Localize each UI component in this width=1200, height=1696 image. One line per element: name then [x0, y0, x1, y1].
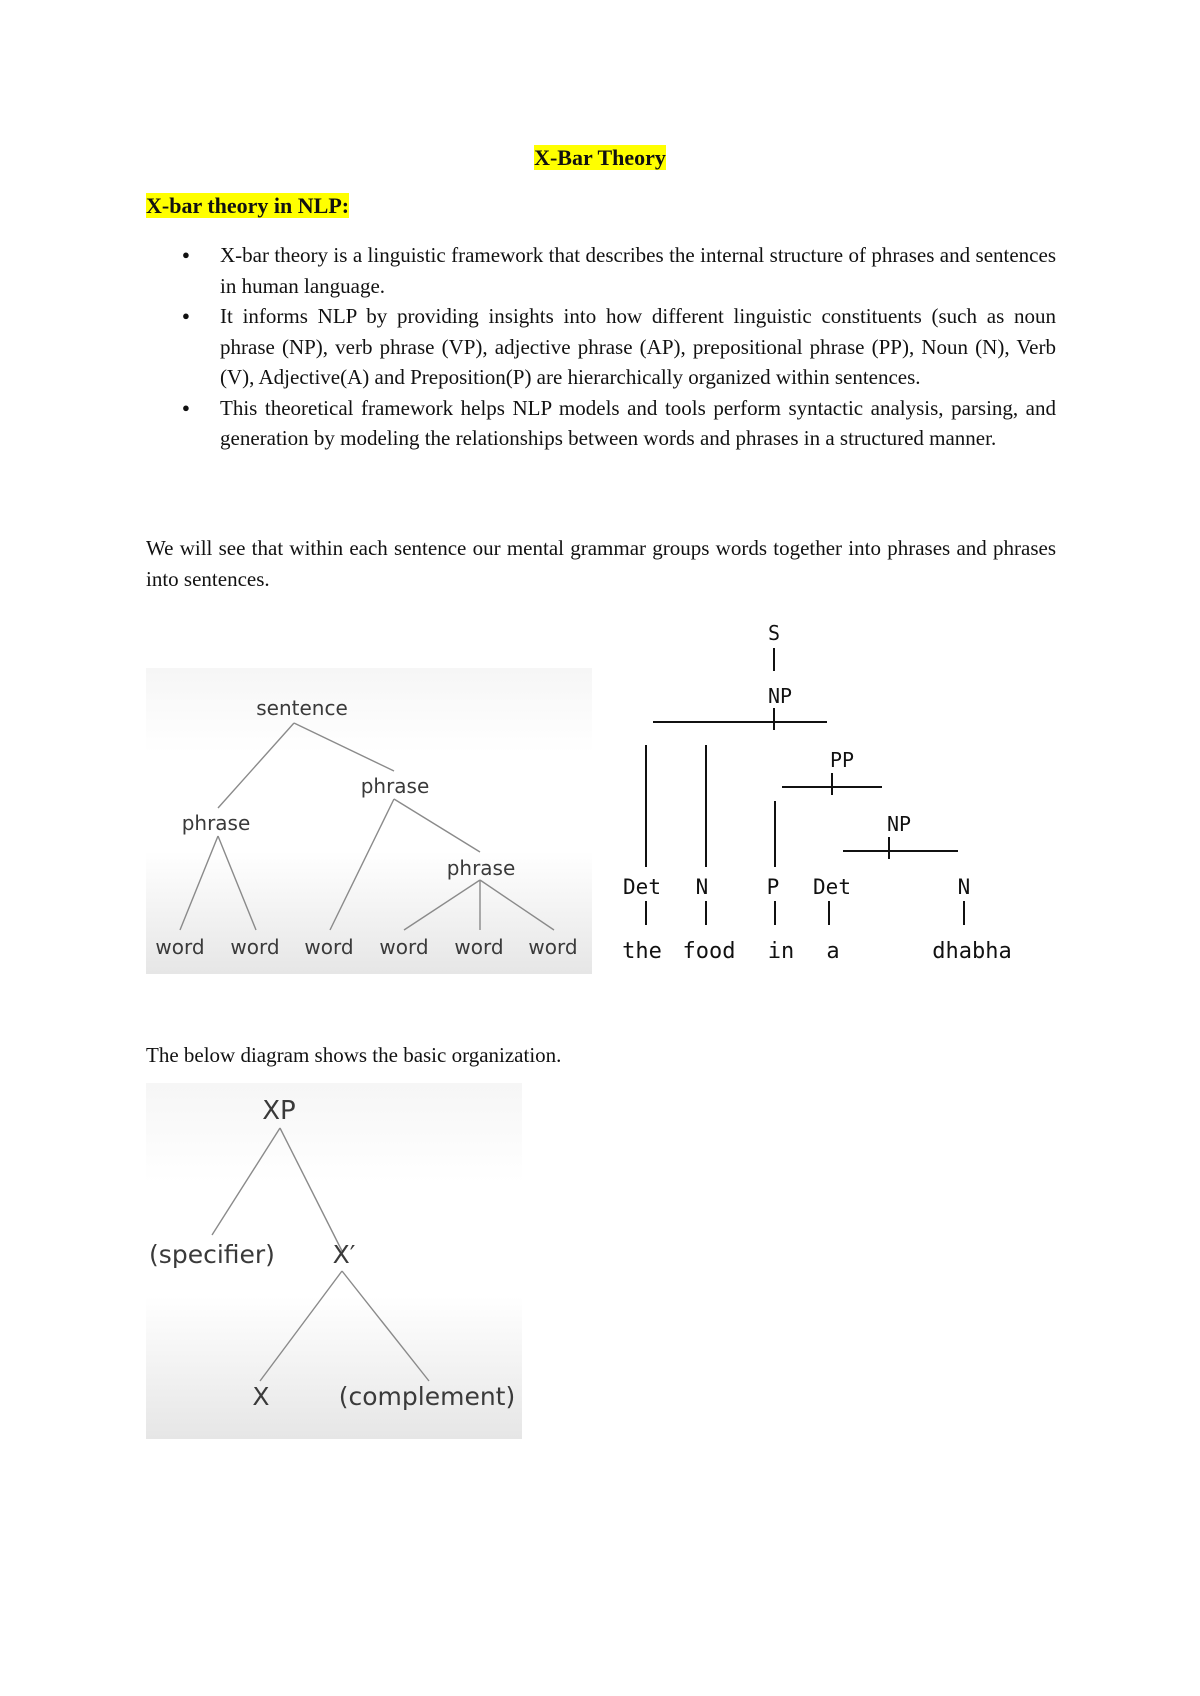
title-text: X-Bar Theory [534, 145, 666, 170]
node-XP: XP [262, 1096, 296, 1126]
node-word: word [454, 935, 504, 959]
paragraph-organization: The below diagram shows the basic organization. [146, 1043, 562, 1067]
node-NP: NP [767, 684, 793, 708]
node-word: word [230, 935, 280, 959]
node-sentence: sentence [256, 696, 348, 720]
section-heading [146, 193, 349, 219]
word-dhabha: dhabha [932, 939, 1012, 964]
node-word: word [379, 935, 429, 959]
node-specifier: (specifier) [149, 1240, 275, 1269]
word-the: the [622, 939, 662, 964]
bullet-list [146, 240, 1056, 454]
node-phrase-left: phrase [181, 811, 251, 835]
paragraph-intro: We will see that within each sentence our mental grammar groups words together into phrases and phrases into sentences. [146, 536, 1056, 591]
node-xbar: X′ [332, 1240, 356, 1269]
node-phrase-right: phrase [360, 774, 430, 798]
section-heading-text: X-bar theory in NLP: [146, 193, 350, 218]
document-title [0, 145, 1200, 171]
word-food: food [682, 939, 736, 964]
bullet-item: ● This theoretical framework helps NLP models and tools perform syntactic analysis, parsing, and generation by modeling the relationships between words and phrases in a structured manner. [146, 393, 1056, 454]
sentence-tree-svg [146, 668, 592, 974]
tag-p: P [766, 875, 780, 899]
tag-det: Det [623, 875, 661, 899]
tag-det: Det [813, 875, 851, 899]
xbar-schema-svg [146, 1083, 522, 1439]
node-X: X [252, 1382, 270, 1411]
tag-n: N [695, 875, 709, 899]
node-NP-inner: NP [886, 812, 912, 836]
node-S: S [767, 621, 781, 645]
parse-tree-edges [646, 648, 964, 925]
node-phrase-inner: phrase [446, 856, 516, 880]
node-PP: PP [829, 748, 855, 772]
word-a: a [826, 939, 840, 964]
word-in: in [767, 939, 795, 964]
node-word: word [155, 935, 205, 959]
xbar-schema-figure [146, 1083, 522, 1439]
node-complement: (complement) [338, 1382, 516, 1411]
bullet-item: ● It informs NLP by providing insights into how different linguistic constituents (such as noun phrase (NP), verb phrase (VP), adjective phrase (AP), prepositional phrase (PP), Noun (N), Verb (V), Adjective(A) and Preposition(P) are hierarchically organized within sentences. [146, 301, 1056, 393]
sentence-tree-figure [146, 668, 592, 974]
node-word: word [528, 935, 578, 959]
bullet-item: ● X-bar theory is a linguistic framework that describes the internal structure of phrases and sentences in human language. [146, 240, 1056, 301]
tag-n: N [957, 875, 971, 899]
parse-tree-figure [600, 605, 1040, 975]
node-word: word [304, 935, 354, 959]
